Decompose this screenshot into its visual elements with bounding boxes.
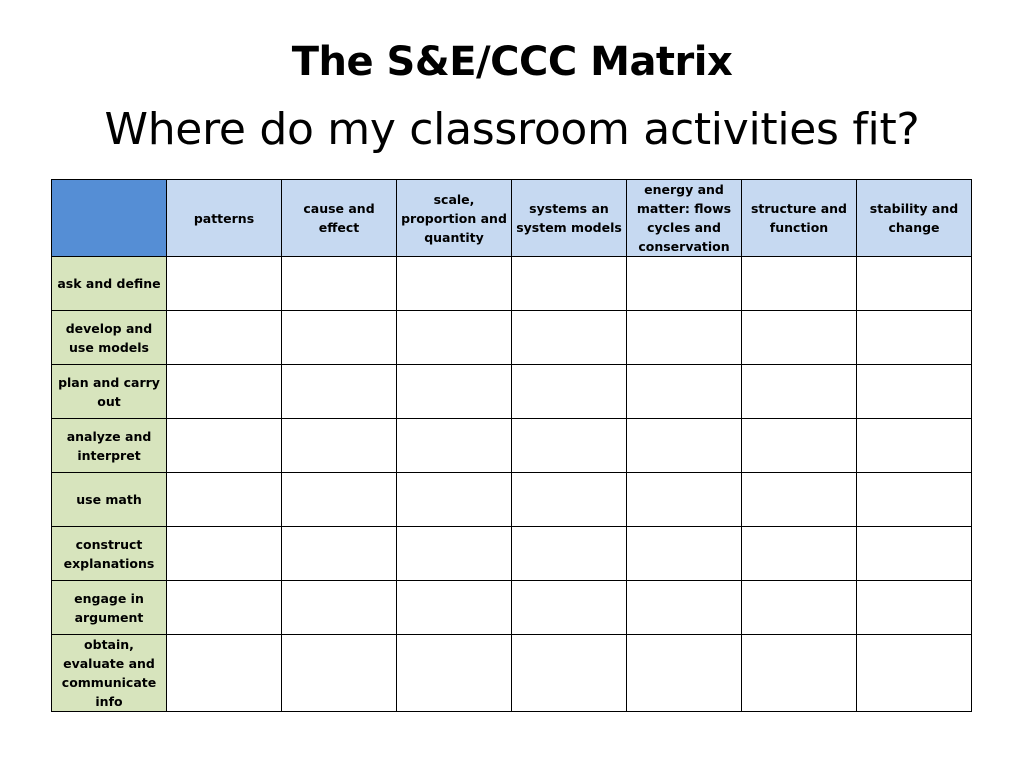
matrix-cell[interactable] (397, 635, 512, 712)
matrix-cell[interactable] (627, 635, 742, 712)
matrix-body (52, 257, 972, 712)
table-row (52, 527, 972, 581)
matrix-cell[interactable] (742, 257, 857, 311)
row-header: obtain, evaluate and communicate info (52, 635, 167, 712)
column-header-cause-and-effect: cause and effect (282, 180, 397, 257)
matrix-cell[interactable] (167, 311, 282, 365)
matrix-cell[interactable] (627, 527, 742, 581)
matrix-cell[interactable] (282, 365, 397, 419)
matrix-cell[interactable] (512, 527, 627, 581)
matrix-cell[interactable] (857, 635, 972, 712)
matrix-cell[interactable] (167, 257, 282, 311)
row-header: plan and carry out (52, 365, 167, 419)
matrix-cell[interactable] (512, 257, 627, 311)
matrix-cell[interactable] (282, 311, 397, 365)
practices-crosscutting-matrix (51, 179, 972, 712)
matrix-cell[interactable] (512, 473, 627, 527)
matrix-cell[interactable] (627, 419, 742, 473)
matrix-cell[interactable] (627, 311, 742, 365)
matrix-cell[interactable] (282, 473, 397, 527)
matrix-cell[interactable] (742, 581, 857, 635)
table-row (52, 311, 972, 365)
matrix-cell[interactable] (627, 365, 742, 419)
matrix-cell[interactable] (282, 419, 397, 473)
matrix-cell[interactable] (397, 365, 512, 419)
table-row (52, 635, 972, 712)
matrix-cell[interactable] (397, 527, 512, 581)
table-row (52, 473, 972, 527)
row-header: use math (52, 473, 167, 527)
column-header-systems-models: systems an system models (512, 180, 627, 257)
matrix-cell[interactable] (857, 419, 972, 473)
matrix-cell[interactable] (282, 635, 397, 712)
matrix-cell[interactable] (397, 311, 512, 365)
row-header: construct explanations (52, 527, 167, 581)
matrix-cell[interactable] (512, 365, 627, 419)
matrix-cell[interactable] (167, 527, 282, 581)
matrix-cell[interactable] (742, 635, 857, 712)
corner-cell (52, 180, 167, 257)
column-header-structure-and-function: structure and function (742, 180, 857, 257)
matrix-cell[interactable] (857, 527, 972, 581)
matrix-cell[interactable] (397, 473, 512, 527)
matrix-cell[interactable] (857, 257, 972, 311)
table-row (52, 581, 972, 635)
slide-title: The S&E/CCC Matrix (291, 39, 733, 85)
column-header-patterns: patterns (167, 180, 282, 257)
matrix-cell[interactable] (857, 473, 972, 527)
header-row (52, 180, 972, 257)
matrix-cell[interactable] (742, 365, 857, 419)
row-header: ask and define (52, 257, 167, 311)
column-header-scale-proportion-quantity: scale, proportion and quantity (397, 180, 512, 257)
matrix-cell[interactable] (627, 257, 742, 311)
matrix-cell[interactable] (627, 581, 742, 635)
matrix-cell[interactable] (167, 635, 282, 712)
matrix-cell[interactable] (282, 257, 397, 311)
table-row (52, 419, 972, 473)
slide-subtitle: Where do my classroom activities fit? (104, 104, 920, 155)
matrix-cell[interactable] (742, 527, 857, 581)
matrix-cell[interactable] (857, 581, 972, 635)
table-row (52, 257, 972, 311)
matrix-cell[interactable] (397, 581, 512, 635)
matrix-cell[interactable] (397, 419, 512, 473)
matrix-cell[interactable] (627, 473, 742, 527)
matrix-cell[interactable] (742, 473, 857, 527)
matrix-cell[interactable] (397, 257, 512, 311)
row-header: engage in argument (52, 581, 167, 635)
matrix-cell[interactable] (282, 581, 397, 635)
column-header-stability-and-change: stability and change (857, 180, 972, 257)
matrix-cell[interactable] (167, 473, 282, 527)
matrix-cell[interactable] (512, 311, 627, 365)
table-row (52, 365, 972, 419)
matrix-cell[interactable] (512, 419, 627, 473)
matrix-cell[interactable] (167, 581, 282, 635)
row-header: analyze and interpret (52, 419, 167, 473)
matrix-cell[interactable] (742, 419, 857, 473)
column-header-energy-and-matter: energy and matter: flows cycles and conservation (627, 180, 742, 257)
matrix-cell[interactable] (857, 311, 972, 365)
matrix-cell[interactable] (857, 365, 972, 419)
matrix-cell[interactable] (742, 311, 857, 365)
matrix-cell[interactable] (512, 581, 627, 635)
matrix-cell[interactable] (512, 635, 627, 712)
matrix-cell[interactable] (282, 527, 397, 581)
matrix-cell[interactable] (167, 365, 282, 419)
matrix-cell[interactable] (167, 419, 282, 473)
row-header: develop and use models (52, 311, 167, 365)
